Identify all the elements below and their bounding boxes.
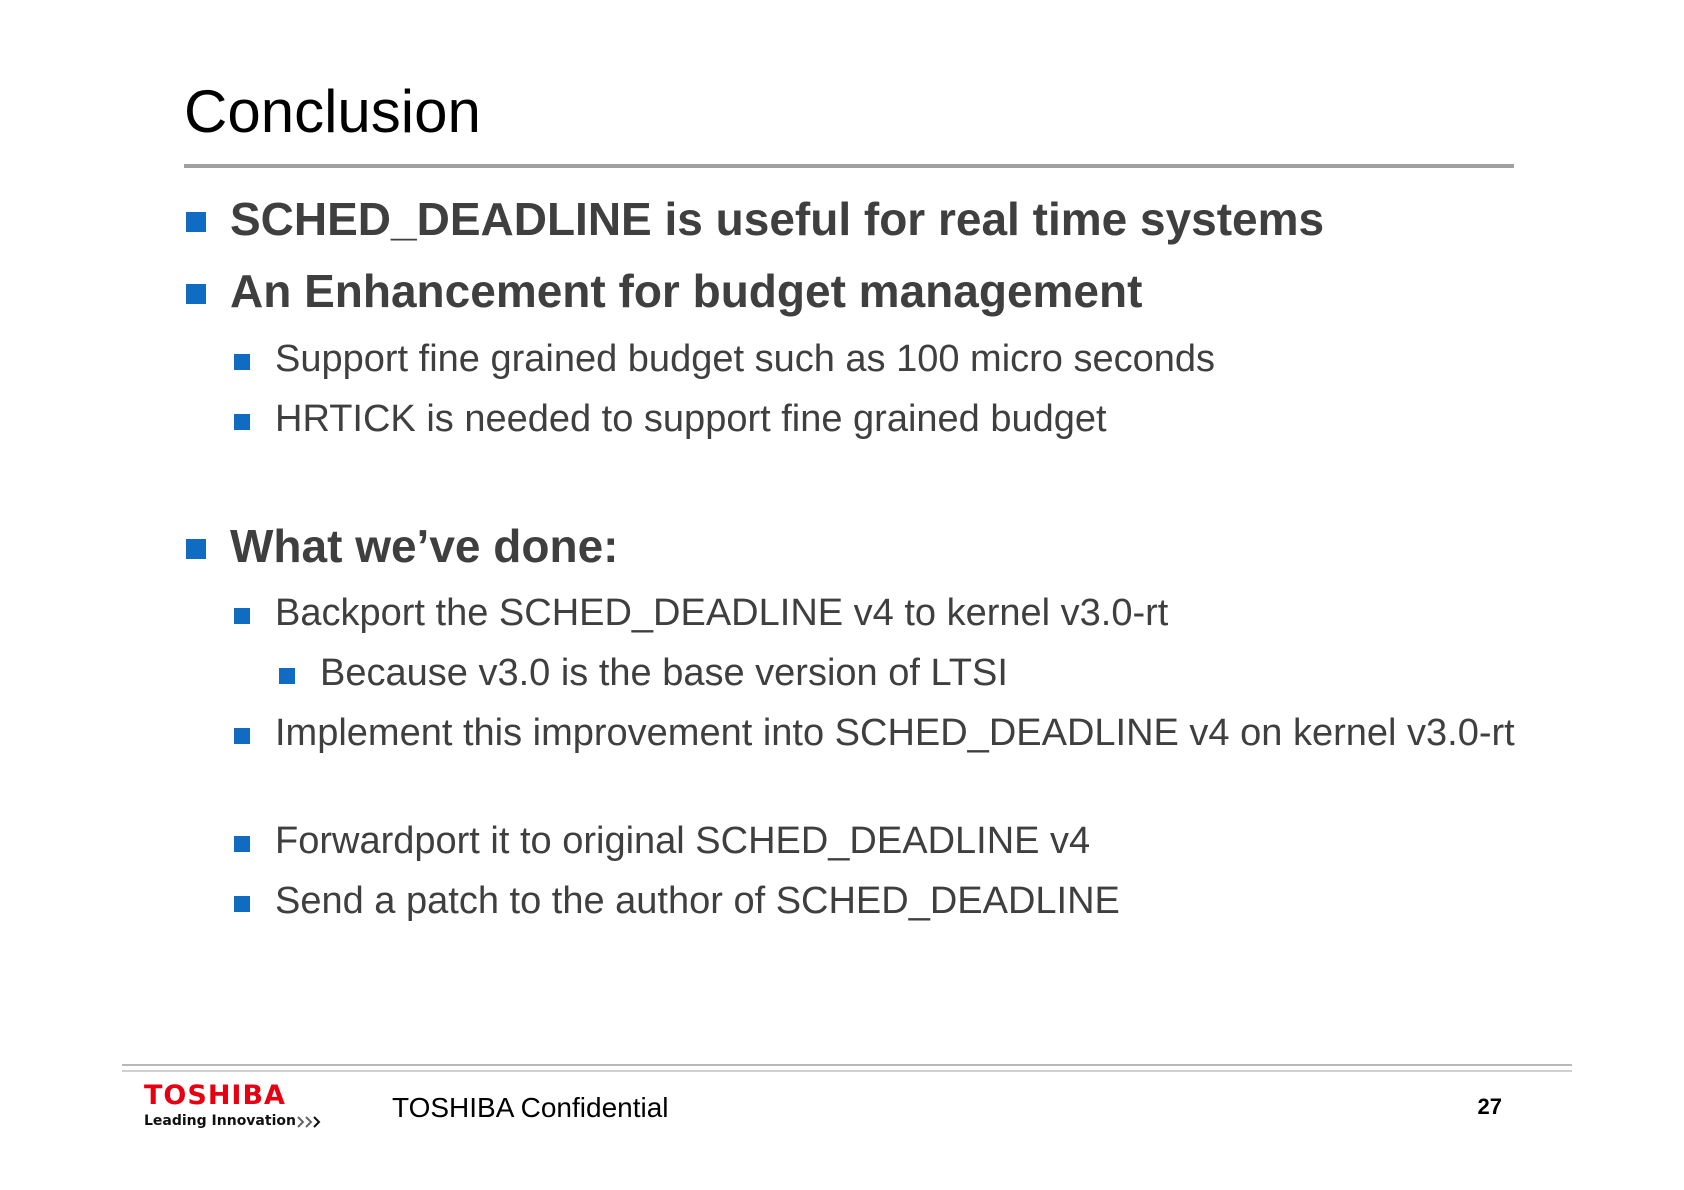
confidential-label: TOSHIBA Confidential [392,1092,669,1123]
bullet-level1-3 [230,520,619,572]
bullet-text: What we’ve done: [230,520,619,572]
bullet-level2-4 [275,710,1535,758]
bullet-text: Because v3.0 is the base version of LTSI [320,652,1008,694]
bullet-text: Backport the SCHED_DEADLINE v4 to kernel v3.0-rt [275,592,1169,634]
logo-wordmark: TOSHIBA [144,1080,286,1111]
chevron-arrows-icon [296,1115,326,1129]
toshiba-logo [144,1082,324,1132]
bullet-square-icon [234,608,250,624]
bullet-level2-5 [275,818,1090,866]
bullet-square-icon [186,284,206,304]
bullet-square-icon [234,836,250,852]
bullet-text: Support fine grained budget such as 100 micro seconds [275,338,1216,380]
bullet-text: Send a patch to the author of SCHED_DEADLINE [275,880,1120,922]
bullet-level2-2 [275,396,1107,444]
logo-tagline: Leading Innovation [144,1113,296,1129]
bullet-level2-6 [275,878,1120,926]
bullet-square-icon [234,414,250,430]
bullet-level2-1 [275,336,1215,384]
bullet-level1-1 [230,193,1325,245]
footer-divider-top [122,1064,1572,1066]
bullet-text: Forwardport it to original SCHED_DEADLINE v4 [275,820,1091,862]
bullet-square-icon [186,539,206,559]
bullet-text: An Enhancement for budget management [230,265,1143,317]
bullet-square-icon [279,668,295,684]
bullet-text: HRTICK is needed to support fine grained budget [275,398,1107,440]
bullet-square-icon [186,212,206,232]
bullet-level2-3 [275,590,1168,638]
bullet-text: Implement this improvement into SCHED_DEADLINE v4 on kernel v3.0-rt [275,712,1515,754]
bullet-square-icon [234,354,250,370]
bullet-level3-1 [320,650,1008,698]
bullet-square-icon [234,728,250,744]
page-number: 27 [1477,1094,1502,1119]
bullet-square-icon [234,896,250,912]
title-divider [184,164,1514,168]
footer-divider-bottom [122,1070,1572,1072]
slide-title: Conclusion [184,78,481,145]
bullet-text: SCHED_DEADLINE is useful for real time systems [230,193,1325,245]
bullet-level1-2 [230,265,1143,317]
